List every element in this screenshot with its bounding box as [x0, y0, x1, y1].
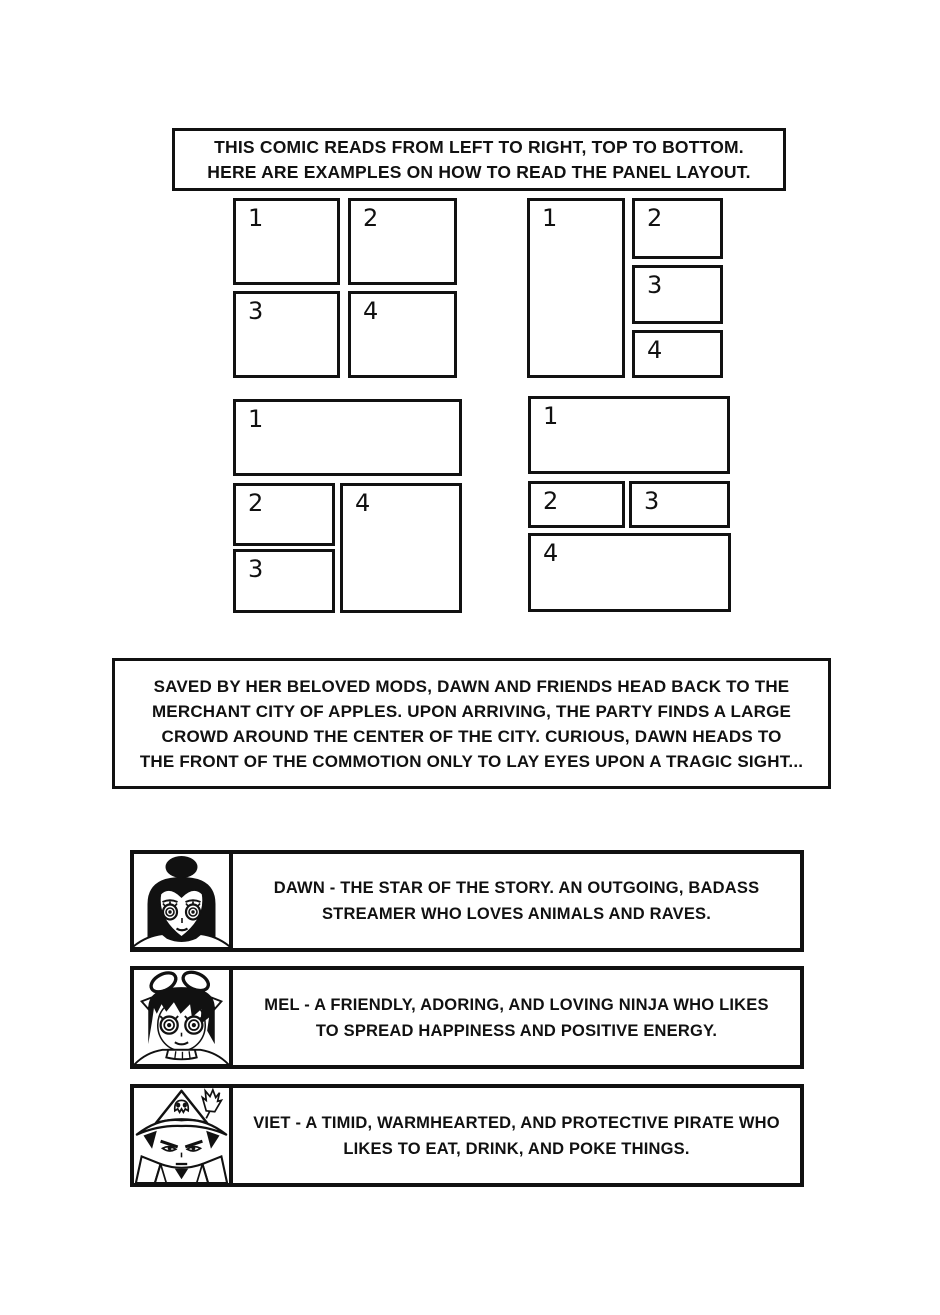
mel-line-1: MEL - A FRIENDLY, ADORING, AND LOVING NINJA WHO LIKES [264, 995, 769, 1014]
panel-number: 2 [543, 487, 559, 515]
story-narration [112, 658, 831, 789]
panel-number: 1 [248, 405, 264, 433]
example1-panel-1 [233, 198, 340, 285]
panel-number: 2 [363, 204, 379, 232]
reading-direction-note [172, 128, 786, 191]
dawn-portrait-icon [134, 854, 233, 948]
example3-panel-4 [340, 483, 462, 613]
viet-portrait-icon [134, 1088, 233, 1183]
mel-portrait-icon [134, 970, 233, 1065]
panel-number: 3 [248, 555, 264, 583]
example2-panel-1 [527, 198, 625, 378]
example1-panel-4 [348, 291, 457, 378]
example4-panel-1 [528, 396, 730, 474]
panel-number: 2 [647, 204, 663, 232]
example3-panel-2 [233, 483, 335, 546]
example4-panel-3 [629, 481, 730, 528]
viet-line-1: VIET - A TIMID, WARMHEARTED, AND PROTECTIVE PIRATE WHO [253, 1113, 780, 1132]
panel-number: 4 [543, 539, 559, 567]
header-line-2: HERE ARE EXAMPLES ON HOW TO READ THE PANEL LAYOUT. [207, 161, 751, 182]
panel-number: 2 [248, 489, 264, 517]
character-card-dawn [130, 850, 804, 952]
example3-panel-3 [233, 549, 335, 613]
example1-panel-2 [348, 198, 457, 285]
panel-number: 1 [543, 402, 559, 430]
example2-panel-4 [632, 330, 723, 378]
viet-line-2: LIKES TO EAT, DRINK, AND POKE THINGS. [343, 1139, 690, 1158]
panel-number: 4 [363, 297, 379, 325]
panel-number: 3 [647, 271, 663, 299]
dawn-description [233, 854, 800, 948]
panel-number: 1 [248, 204, 264, 232]
header-line-1: THIS COMIC READS FROM LEFT TO RIGHT, TOP TO BOTTOM. [214, 136, 744, 157]
character-card-mel [130, 966, 804, 1069]
example2-panel-3 [632, 265, 723, 324]
dawn-line-1: DAWN - THE STAR OF THE STORY. AN OUTGOING, BADASS [273, 879, 760, 897]
panel-number: 3 [644, 487, 660, 515]
narration-line-2: MERCHANT CITY OF APPLES. UPON ARRIVING, THE PARTY FINDS A LARGE [151, 701, 792, 721]
example3-panel-1 [233, 399, 462, 476]
panel-number: 4 [355, 489, 371, 517]
example2-panel-2 [632, 198, 723, 259]
panel-number: 1 [542, 204, 558, 232]
panel-number: 3 [248, 297, 264, 325]
example4-panel-2 [528, 481, 625, 528]
dawn-line-2: STREAMER WHO LOVES ANIMALS AND RAVES. [321, 905, 712, 923]
mel-line-2: TO SPREAD HAPPINESS AND POSITIVE ENERGY. [315, 1021, 718, 1040]
character-card-viet [130, 1084, 804, 1187]
panel-number: 4 [647, 336, 663, 364]
example4-panel-4 [528, 533, 731, 612]
viet-description [233, 1088, 800, 1183]
mel-description [233, 970, 800, 1065]
narration-line-4: THE FRONT OF THE COMMOTION ONLY TO LAY EYES UPON A TRAGIC SIGHT... [139, 751, 804, 771]
example1-panel-3 [233, 291, 340, 378]
narration-line-3: CROWD AROUND THE CENTER OF THE CITY. CURIOUS, DAWN HEADS TO [161, 726, 782, 746]
narration-line-1: SAVED BY HER BELOVED MODS, DAWN AND FRIENDS HEAD BACK TO THE [153, 676, 790, 696]
